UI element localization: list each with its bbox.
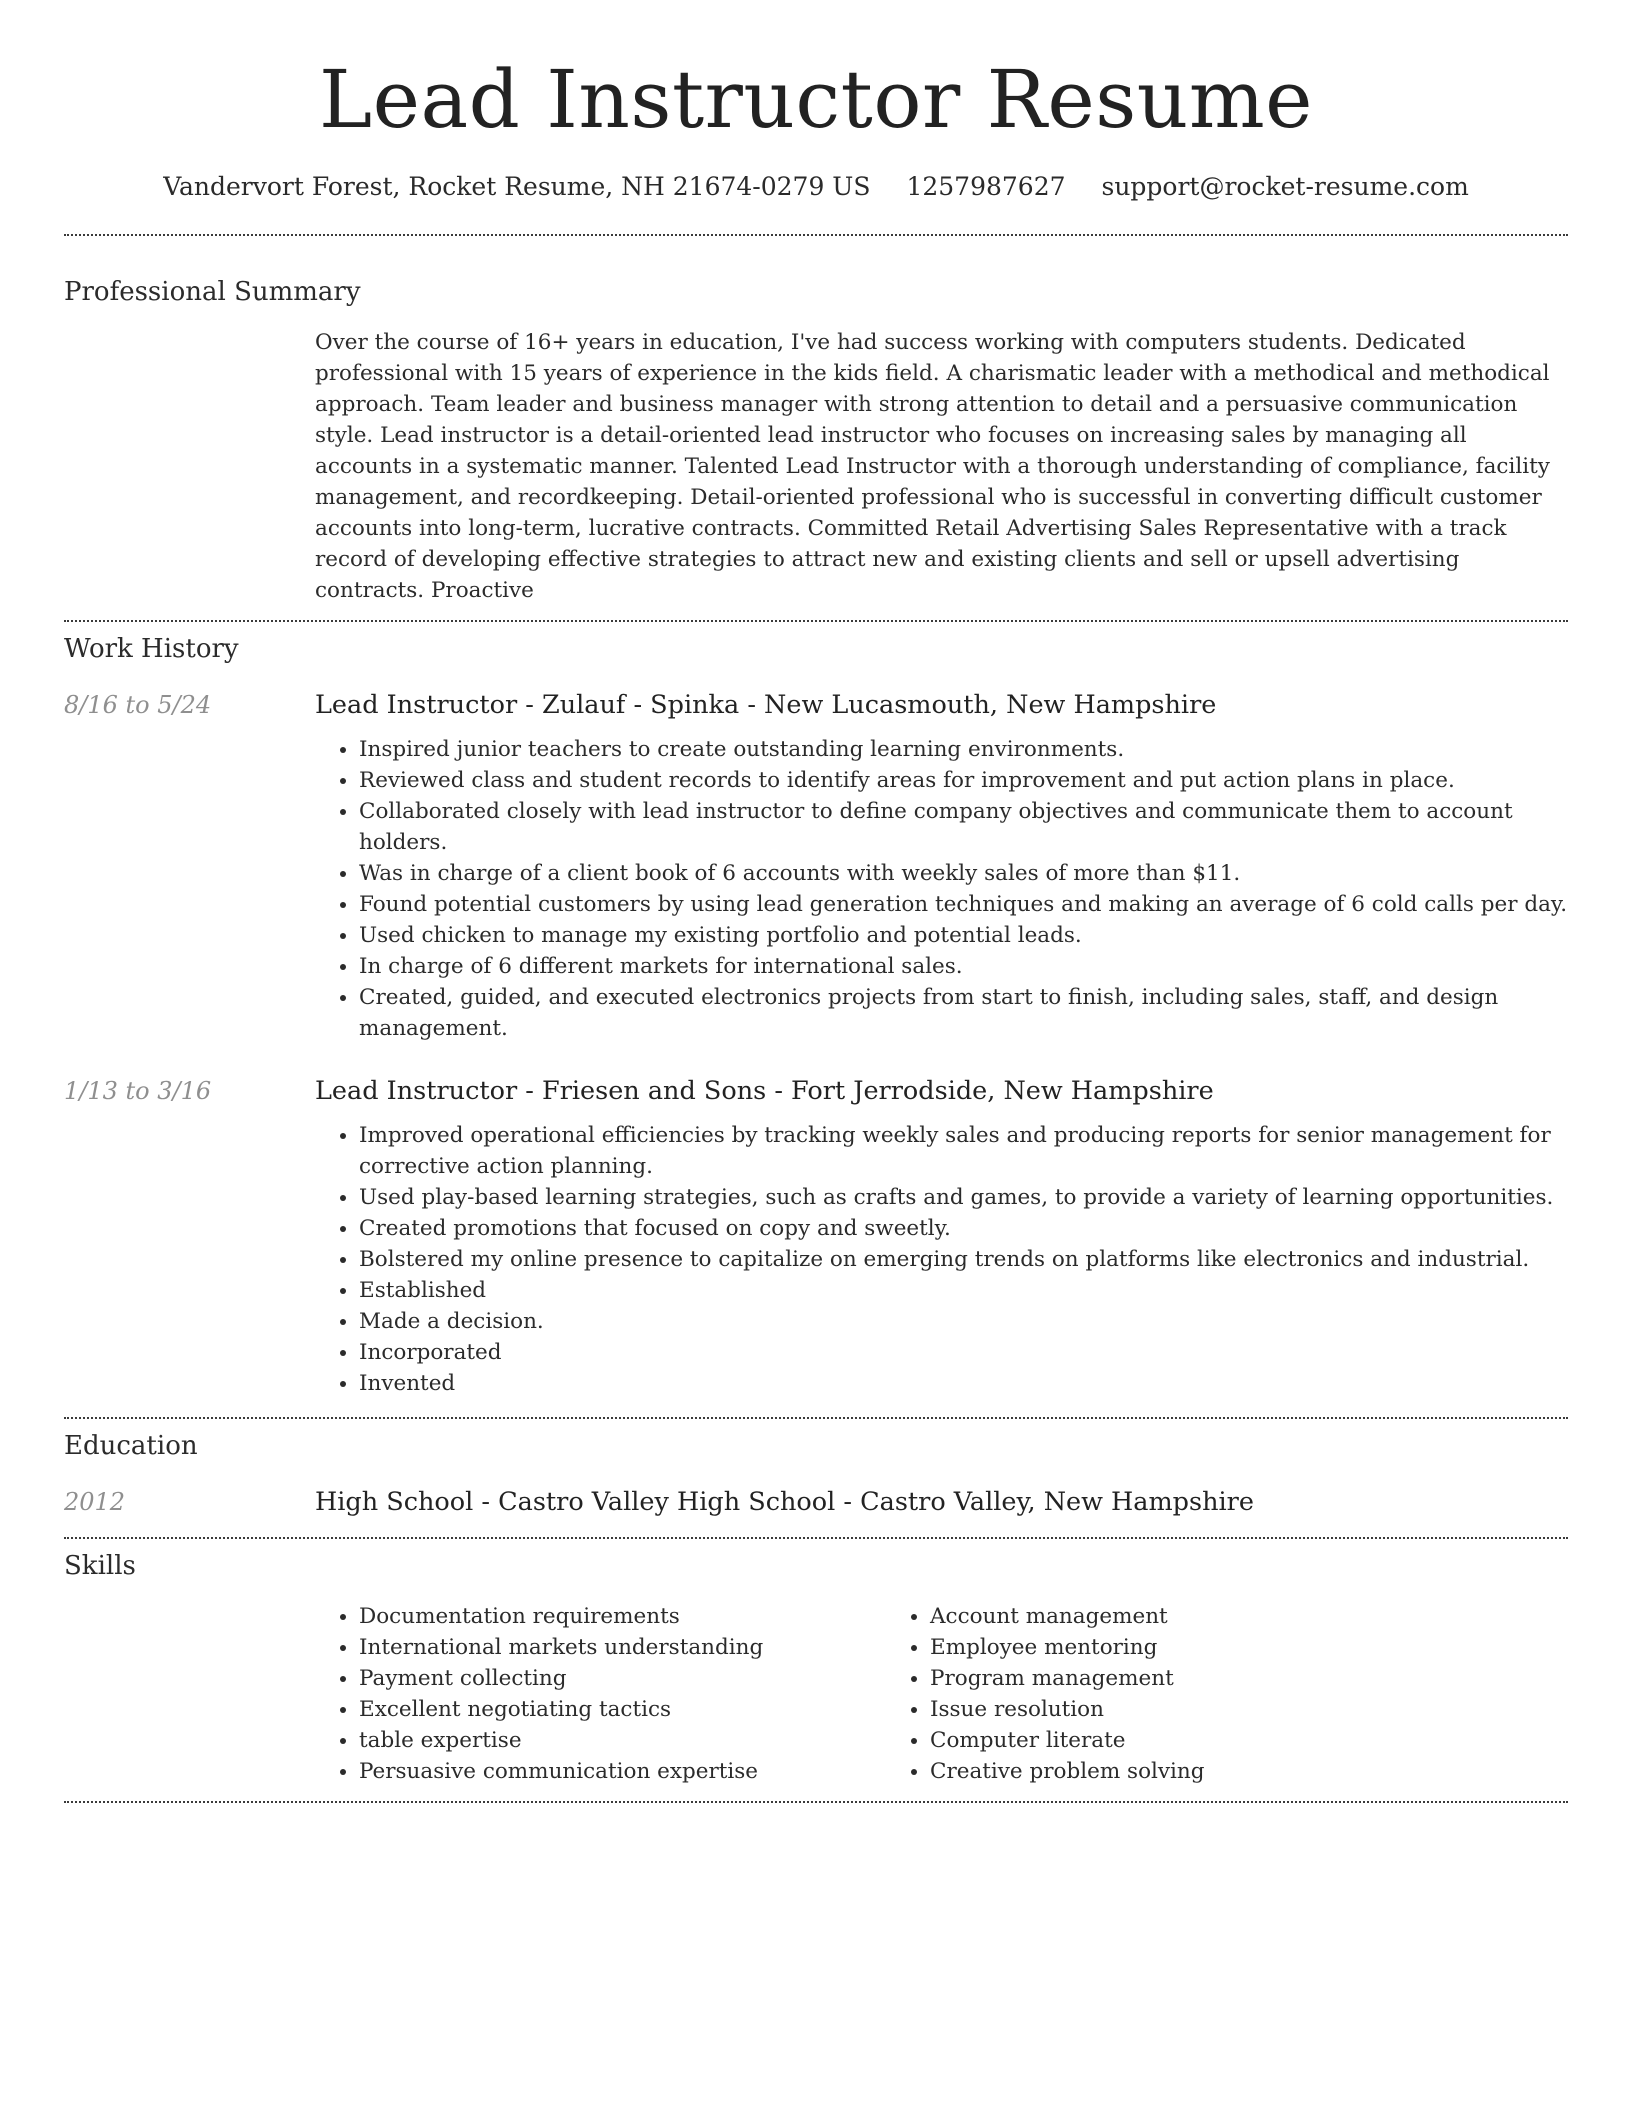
summary-text: Over the course of 16+ years in education, I've had success working with computers students. Dedicated professional with 15 years of experience in the kids field. A charismatic leader with a methodical and methodical approach. Team leader and business manager with strong attention to detail and a persuasive communication style. Lead instructor is a detail-oriented lead instructor who focuses on increasing sales by managing all accounts in a systematic manner. Talented Lead Instructor with a thorough understanding of compliance, facility management, and recordkeeping. Detail-oriented professional who is successful in converting difficult customer accounts into long-term, lucrative contracts. Committed Retail Advertising Sales Representative with a track record of developing effective strategies to attract new and existing clients and sell or upsell advertising contracts. Proactive (315, 330, 1550, 603)
skills-list-right (886, 1601, 1205, 1787)
list-item: • Incorporated (359, 1337, 1568, 1368)
job-body (315, 688, 1568, 1044)
list-item: • Computer literate (930, 1725, 1205, 1756)
list-item: • table expertise (359, 1725, 886, 1756)
section-title-work-history: Work History (64, 634, 239, 664)
list-item: • Inspired junior teachers to create outstanding learning environments. (359, 734, 1568, 765)
job-entry (64, 1074, 1568, 1399)
job-title: Lead Instructor - Friesen and Sons - Fort Jerrodside, New Hampshire (315, 1076, 1214, 1106)
list-item: • Collaborated closely with lead instructor to define company objectives and communicate them to account holders. (359, 796, 1568, 858)
education-title: High School - Castro Valley High School - Castro Valley, New Hampshire (315, 1487, 1254, 1517)
job-title: Lead Instructor - Zulauf - Spinka - New Lucasmouth, New Hampshire (315, 690, 1217, 720)
contact-address: Vandervort Forest, Rocket Resume, NH 21674-0279 US (163, 172, 871, 201)
job-bullets (315, 1120, 1568, 1399)
list-item: • Established (359, 1275, 1568, 1306)
skills-list-left (315, 1601, 886, 1787)
list-item: • In charge of 6 different markets for international sales. (359, 951, 1568, 982)
job-entry (64, 688, 1568, 1044)
list-item: • Improved operational efficiencies by tracking weekly sales and producing reports for senior management for corrective action planning. (359, 1120, 1568, 1182)
list-item: • Invented (359, 1368, 1568, 1399)
list-item: • Bolstered my online presence to capitalize on emerging trends on platforms like electronics and industrial. (359, 1244, 1568, 1275)
list-item: • Program management (930, 1663, 1205, 1694)
contact-line (64, 170, 1568, 204)
list-item: • Employee mentoring (930, 1632, 1205, 1663)
contact-email: support@rocket-resume.com (1101, 172, 1469, 201)
list-item: • Account management (930, 1601, 1205, 1632)
list-item: • Was in charge of a client book of 6 accounts with weekly sales of more than $11. (359, 858, 1568, 889)
list-item: • Made a decision. (359, 1306, 1568, 1337)
section-title-skills: Skills (64, 1551, 136, 1581)
job-dates: 8/16 to 5/24 (64, 691, 212, 719)
resume-title: Lead Instructor Resume (318, 53, 1314, 146)
divider (64, 1801, 1568, 1803)
list-item: • Reviewed class and student records to identify areas for improvement and put action plans in place. (359, 765, 1568, 796)
section-title-summary: Professional Summary (64, 277, 361, 307)
list-item: • Created, guided, and executed electronics projects from start to finish, including sales, staff, and design management. (359, 982, 1568, 1044)
list-item: • Created promotions that focused on copy and sweetly. (359, 1213, 1568, 1244)
list-item: • Found potential customers by using lead generation techniques and making an average of 6 cold calls per day. (359, 889, 1568, 920)
list-item: • Issue resolution (930, 1694, 1205, 1725)
job-body (315, 1074, 1568, 1399)
section-title-education: Education (64, 1431, 198, 1461)
contact-phone: 1257987627 (906, 172, 1066, 201)
list-item: • Payment collecting (359, 1663, 886, 1694)
education-body (315, 1485, 1568, 1519)
list-item: • Excellent negotiating tactics (359, 1694, 886, 1725)
education-entry (64, 1485, 1568, 1519)
list-item: • Persuasive communication expertise (359, 1756, 886, 1787)
education-dates: 2012 (64, 1488, 126, 1516)
job-bullets (315, 734, 1568, 1044)
divider (64, 1537, 1568, 1539)
list-item: • Creative problem solving (930, 1756, 1205, 1787)
list-item: • Used chicken to manage my existing portfolio and potential leads. (359, 920, 1568, 951)
job-dates: 1/13 to 3/16 (64, 1077, 212, 1105)
list-item: • International markets understanding (359, 1632, 886, 1663)
list-item: • Used play-based learning strategies, such as crafts and games, to provide a variety of learning opportunities. (359, 1182, 1568, 1213)
divider (64, 620, 1568, 622)
list-item: • Documentation requirements (359, 1601, 886, 1632)
divider (64, 1417, 1568, 1419)
divider (64, 234, 1568, 236)
skills-columns (315, 1601, 1568, 1787)
